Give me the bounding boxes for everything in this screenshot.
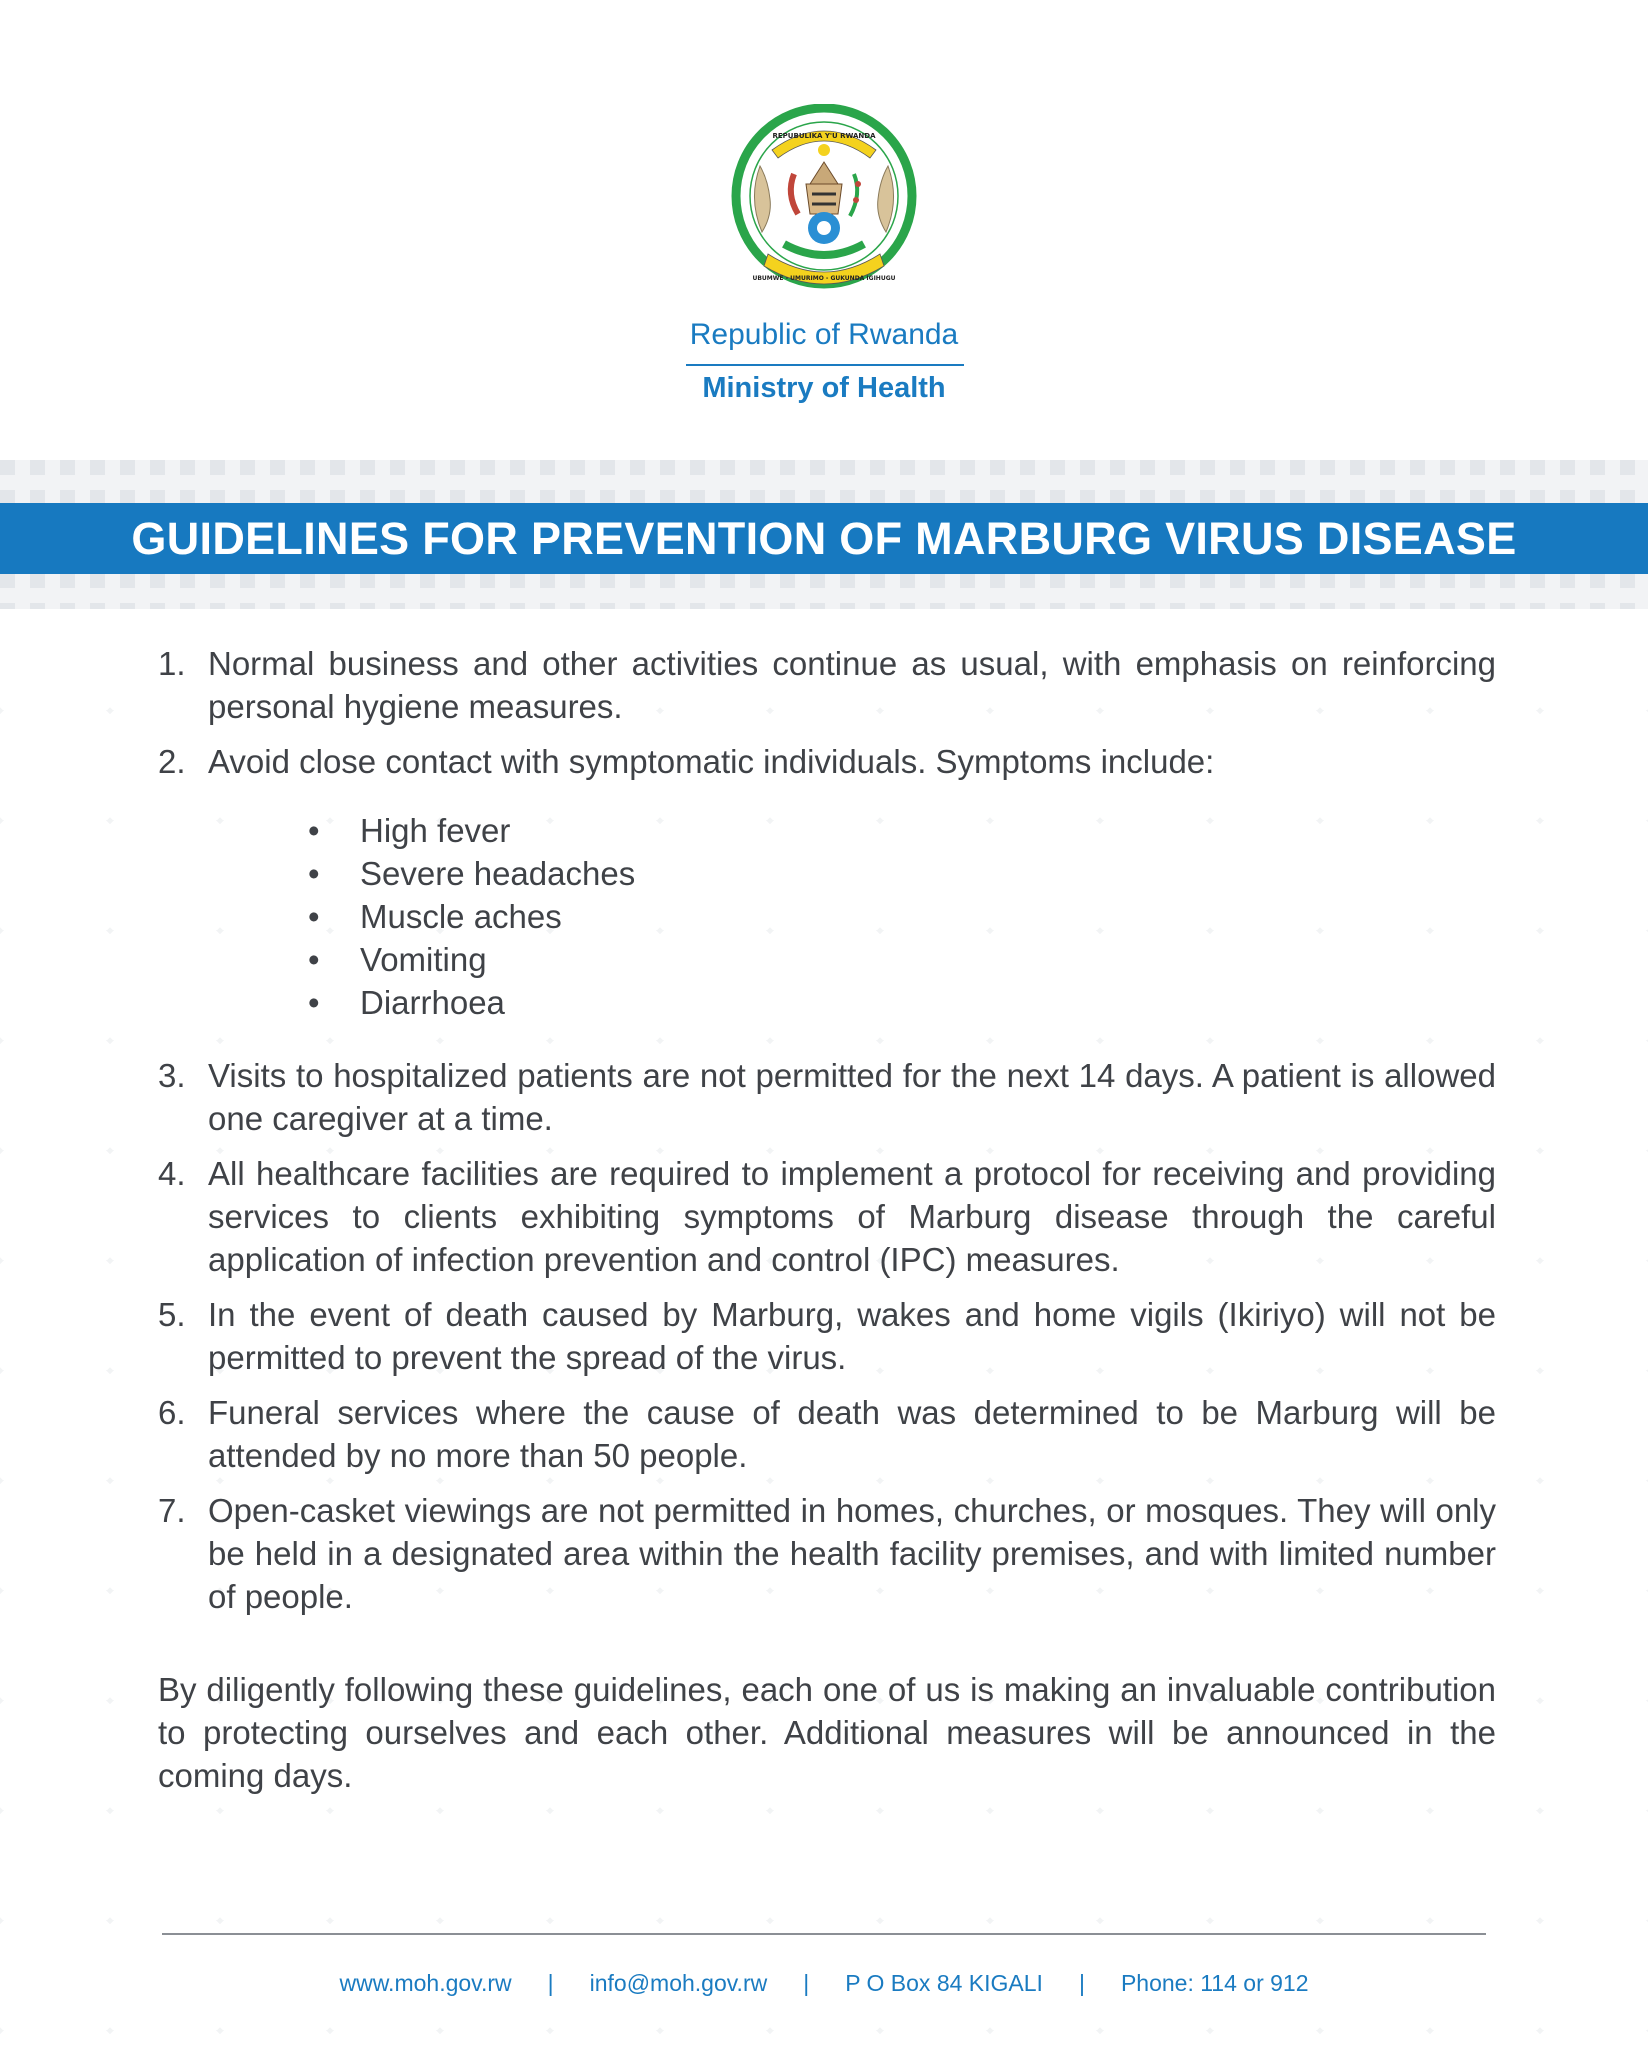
closing-paragraph: By diligently following these guidelines, each one of us is making an invaluable contribution to protecting ourselves and each other. Additional measures will be announced in the coming days. — [158, 1671, 1496, 1794]
symptom-text: High fever — [360, 812, 511, 849]
footer-separator: | — [547, 1970, 554, 1996]
email-link[interactable]: info@moh.gov.rw — [589, 1970, 768, 1996]
emblem-top-label: REPUBULIKA Y'U RWANDA — [772, 132, 876, 140]
item-number: 2. — [158, 743, 186, 780]
item-text: Normal business and other activities continue as usual, with emphasis on reinforcing personal hygiene measures. — [208, 645, 1496, 725]
item-number: 5. — [158, 1296, 186, 1333]
bullet: • — [308, 984, 320, 1021]
footer-divider — [162, 1933, 1486, 1935]
item-text: All healthcare facilities are required to implement a protocol for receiving and providing services to clients exhibiting symptoms of Marburg disease through the careful application of infection prevention and control (IPC) measures. — [208, 1155, 1496, 1278]
item-text: Open-casket viewings are not permitted in homes, churches, or mosques. They will only be held in a designated area within the health facility premises, and with limited number of people. — [208, 1492, 1496, 1615]
guideline-item-7 — [158, 1489, 1496, 1618]
item-number: 7. — [158, 1492, 186, 1529]
guideline-item-4 — [158, 1152, 1496, 1281]
government-name: Republic of Rwanda — [689, 318, 959, 351]
symptom-item — [308, 938, 1496, 981]
bullet: • — [308, 941, 320, 978]
footer-contacts — [0, 1970, 1648, 1997]
guideline-item-2 — [158, 740, 1496, 783]
item-number: 6. — [158, 1394, 186, 1431]
item-text: In the event of death caused by Marburg, wakes and home vigils (Ikiriyo) will not be permitted to prevent the spread of the virus. — [208, 1296, 1496, 1376]
item-text: Funeral services where the cause of death was determined to be Marburg will be attended by no more than 50 people. — [208, 1394, 1496, 1474]
guideline-item-3 — [158, 1054, 1496, 1140]
guideline-item-6 — [158, 1391, 1496, 1477]
symptom-item — [308, 852, 1496, 895]
symptom-item — [308, 895, 1496, 938]
guideline-item-1 — [158, 642, 1496, 728]
symptom-text: Vomiting — [360, 941, 487, 978]
item-number: 1. — [158, 645, 186, 682]
symptom-text: Diarrhoea — [360, 984, 505, 1021]
po-box: P O Box 84 KIGALI — [845, 1970, 1043, 1996]
phone-number: Phone: 114 or 912 — [1120, 1970, 1309, 1996]
bullet: • — [308, 855, 320, 892]
symptom-text: Severe headaches — [360, 855, 636, 892]
symptom-text: Muscle aches — [360, 898, 562, 935]
page-title: GUIDELINES FOR PREVENTION OF MARBURG VIRUS DISEASE — [131, 513, 1517, 564]
item-number: 3. — [158, 1057, 186, 1094]
guideline-item-5 — [158, 1293, 1496, 1379]
symptom-item — [308, 981, 1496, 1024]
item-text: Visits to hospitalized patients are not permitted for the next 14 days. A patient is allowed one caregiver at a time. — [208, 1057, 1496, 1137]
bullet: • — [308, 898, 320, 935]
item-text: Avoid close contact with symptomatic individuals. Symptoms include: — [208, 743, 1215, 780]
header-divider — [686, 364, 964, 366]
symptom-item — [308, 809, 1496, 852]
bullet: • — [308, 812, 320, 849]
ministry-name: Ministry of Health — [702, 372, 946, 404]
footer-separator: | — [1078, 1970, 1085, 1996]
symptoms-list — [158, 809, 1496, 1024]
decorative-pattern-top — [0, 460, 1648, 504]
decorative-pattern-bottom — [0, 573, 1648, 609]
website-link[interactable]: www.moh.gov.rw — [339, 1970, 512, 1996]
emblem-motto-label: UBUMWE - UMURIMO - GUKUNDA IGIHUGU — [752, 275, 896, 282]
title-banner — [0, 503, 1648, 574]
item-number: 4. — [158, 1155, 186, 1192]
footer-separator: | — [803, 1970, 810, 1996]
guidelines-content — [158, 642, 1496, 1797]
rwanda-coat-of-arms-logo — [724, 104, 924, 304]
